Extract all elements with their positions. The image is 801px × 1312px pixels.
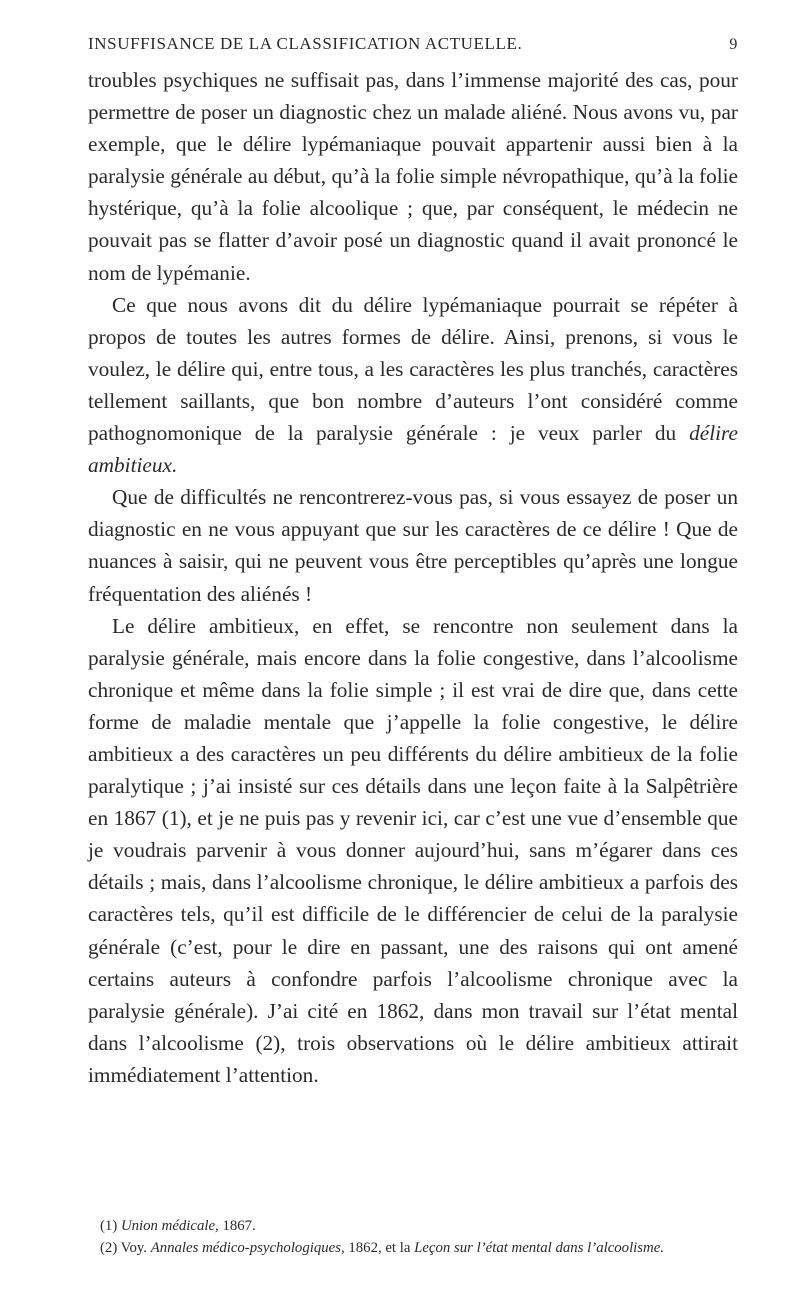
- footnote-title: Leçon sur l’état mental dans l’alcoolisme.: [414, 1240, 664, 1256]
- running-header: [88, 34, 738, 54]
- paragraph: troubles psychiques ne suffisait pas, dans l’immense majorité des cas, pour permettre de poser un diagnostic chez un malade aliéné. Nous avons vu, par exemple, que le délire lypémaniaque pouvait appartenir aussi bien à la paralysie générale au début, qu’à la folie simple névropathique, qu’à la folie hystérique, qu’à la folie alcoolique ; que, par conséquent, le médecin ne pouvait pas se flatter d’avoir posé un diagnostic quand il avait prononcé le nom de lypémanie.: [88, 68, 738, 285]
- footnote-marker: (1): [100, 1218, 121, 1234]
- body-text: [88, 64, 738, 1091]
- footnote-2: [100, 1237, 738, 1259]
- paragraph: Que de difficultés ne rencontrerez-vous pas, si vous essayez de poser un diagnostic en ne vous appuyant que sur les caractères de ce délire ! Que de nuances à saisir, qui ne peuvent vous être perceptibles qu’après une longue fréquentation des aliénés !: [88, 485, 738, 606]
- emphasis: délire ambitieux.: [88, 421, 738, 478]
- footnote-marker: (2) Voy.: [100, 1240, 151, 1256]
- paragraph-text: Ce que nous avons dit du délire lypémaniaque pourrait se répéter à propos de toutes les autres formes de délire. Ainsi, prenons, si vous le voulez, le délire qui, entre tous, a les caractères les plus tranchés, caractères tellement saillants, que bon nombre d’auteurs l’ont considéré comme pathognomonique de la paralysie générale : je veux parler du: [88, 292, 738, 446]
- footnote-source: Union médicale,: [120, 1218, 219, 1234]
- footnote-1: [100, 1215, 738, 1237]
- page-number: 9: [729, 36, 738, 53]
- paragraph: Le délire ambitieux, en effet, se rencontre non seulement dans la paralysie générale, mais encore dans la folie congestive, dans l’alcoolisme chronique et même dans la folie simple ; il est vrai de dire que, dans cette forme de maladie mentale que j’appelle la folie congestive, le délire ambitieux a des caractères un peu différents du délire ambitieux de la folie paralytique ; j’ai insisté sur ces détails dans une leçon faite à la Salpêtrière en 1867 (1), et je ne puis pas y revenir ici, car c’est une vue d’ensemble que je voudrais parvenir à vous donner aujourd’hui, sans m’égarer dans ces détails ; mais, dans l’alcoolisme chronique, le délire ambitieux a parfois des caractères tels, qu’il est difficile de le différencier de celui de la paralysie générale (c’est, pour le dire en passant, une des raisons qui ont amené certains auteurs à confondre parfois l’alcoolisme chronique avec la paralysie générale). J’ai cité en 1862, dans mon travail sur l’état mental dans l’alcoolisme (2), trois observations où le délire ambitieux attirait immédiatement l’attention.: [88, 613, 738, 1087]
- footnote-source: Annales médico-psychologiques,: [150, 1240, 345, 1256]
- footnote-year: 1867.: [218, 1218, 256, 1234]
- paragraph: [88, 289, 738, 482]
- running-title: INSUFFISANCE DE LA CLASSIFICATION ACTUELLE.: [88, 34, 523, 53]
- footnotes: [88, 1215, 738, 1259]
- footnote-text: 1862, et la: [344, 1240, 415, 1256]
